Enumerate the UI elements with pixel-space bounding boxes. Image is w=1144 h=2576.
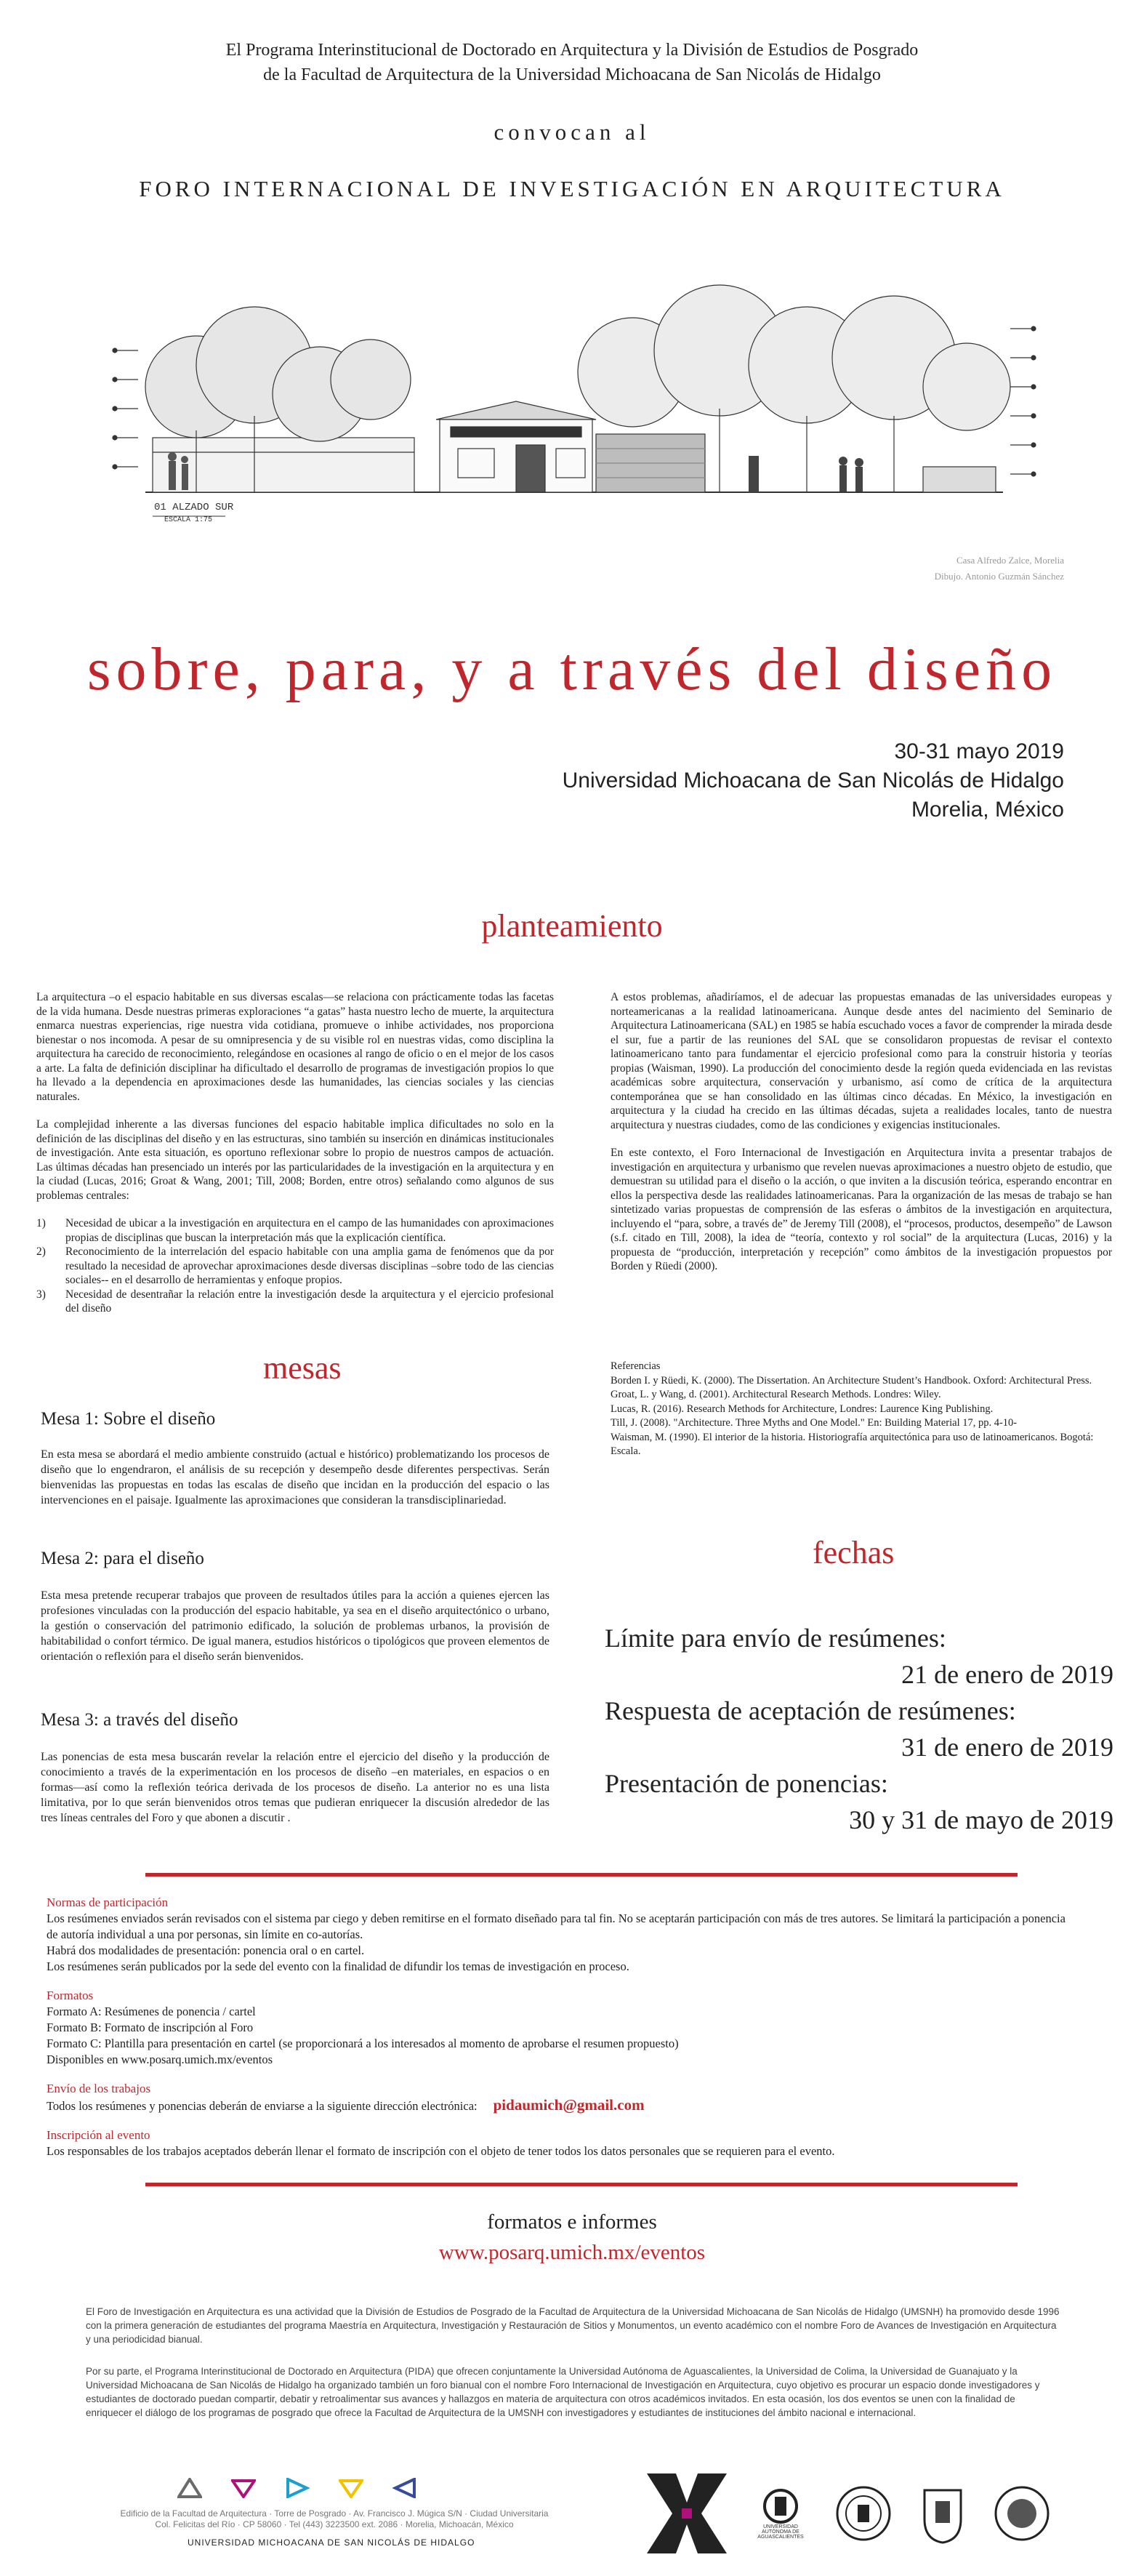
planteamiento-paragraph: En este contexto, el Foro Internacional de Investigación en Arquitectura invita a presentar trabajos de investigación en arquitectura y urbanismo que revelen nuevas aproximaciones a nuestro objeto de estudio, que demuestran su utilidad para el diseño o la acción, o que inviten a la discusión teórica, esperando encontrar en ellos la perspectiva desde las realidades latinoamericanas. Para la organización de las mesas de trabajo se han sintetizado varias propuestas de comprensión de las esferas o ámbitos de la investigación en arquitectura, incluyendo el “para, sobre, a través de” de Jeremy Till (2008), el “procesos, productos, desempeño” de Lawson (s.f. citado en Till, 2008), la idea de “teoría, contexto y rol social” de la arquitectura (Lucas, 2016) y la propuesta de “producción, interpretación y recepción” como ámbitos de la investigación propuestos por Borden y Rüedi (2000).: [611, 1147, 1112, 1272]
deadline-label: Presentación de ponencias:: [605, 1769, 888, 1798]
reference-item: Borden I. y Rüedi, K. (2000). The Dissertation. An Architecture Student’s Handbook. Oxford: Architectural Press.: [611, 1374, 1092, 1387]
level-markers-right: [1010, 326, 1036, 476]
architectural-elevation-drawing: [109, 270, 1039, 576]
contact-email-link[interactable]: pidaumich@gmail.com: [493, 2096, 645, 2114]
triangle-icon: [339, 2478, 363, 2498]
normas-line: Habrá dos modalidades de presentación: ponencia oral o en cartel.: [47, 1943, 365, 1957]
event-dates: 30-31 mayo 2019: [894, 739, 1064, 763]
triangle-shape: [395, 2479, 414, 2497]
guanajuato-seal: [917, 2483, 968, 2545]
problem-text: Necesidad de ubicar a la investigación en arquitectura en el campo de las humanidades con aproximaciones propias de disciplinas que buscan la interpretación más que la explicación científica.: [65, 1217, 554, 1244]
triangle-shape: [179, 2479, 201, 2497]
rules-section: [47, 1895, 1079, 2172]
university-name: UNIVERSIDAD MICHOACANA DE SAN NICOLÁS DE HIDALGO: [188, 2537, 475, 2548]
deadline-date: 31 de enero de 2019: [901, 1733, 1113, 1762]
mesa-2-title: Mesa 2: para el diseño: [41, 1549, 204, 1568]
formatos-availability: Disponibles en www.posarq.umich.mx/eventos: [47, 2053, 273, 2066]
event-city: Morelia, México: [911, 798, 1064, 822]
uaa-mark: [759, 2488, 802, 2524]
mesa-1-text: En esta mesa se abordará el medio ambiente construido (actual e histórico) problematizando los procesos de diseño que lo engendraron, el análisis de su recepción y desempeño desde diferentes perspectivas. Serán bienvenidas las propuestas en todas las escalas de diseño que incidan en la producción del espacio o las intervenciones en el paisaje. Igualmente las aproximaciones que consideran la transdisciplinariedad.: [41, 1448, 549, 1506]
problem-item: [36, 1216, 554, 1245]
deadline-label: Límite para envío de resúmenes:: [605, 1624, 946, 1653]
formato-c: Formato C: Plantilla para presentación en cartel (se proporcionará a los interesados al momento de aprobarse el resumen propuesto): [47, 2037, 679, 2050]
triangle-shape: [233, 2481, 254, 2497]
address-line-1: Edificio de la Facultad de Arquitectura · Torre de Posgrado · Av. Francisco J. Múgica S/N · Ciudad Universitaria: [120, 2508, 549, 2519]
envio-title: Envío de los trabajos: [47, 2082, 151, 2095]
level-markers-left: [113, 348, 138, 469]
formatos-block: [47, 1988, 1079, 2068]
formato-b: Formato B: Formato de inscripción al Foro: [47, 2021, 254, 2034]
reference-item: Lucas, R. (2016). Research Methods for Architecture, Londres: Laurence King Publishing.: [611, 1403, 994, 1415]
address-line-2: Col. Felicitas del Río · CP 58060 · Tel (443) 3223500 ext. 2086 · Morelia, Michoacán, México: [155, 2519, 514, 2529]
colima-seal: [834, 2484, 893, 2543]
drawing-label: 01 ALZADO SUR: [154, 502, 234, 513]
envio-line: [47, 2097, 1079, 2114]
referencias-title: Referencias: [611, 1360, 661, 1372]
deadline-date: 21 de enero de 2019: [901, 1660, 1113, 1689]
normas-line: Los resúmenes serán publicados por la sede del evento con la finalidad de difundir los temas de investigación en proceso.: [47, 1959, 629, 1973]
planteamiento-title: planteamiento: [481, 908, 663, 944]
triangle-shape: [288, 2479, 307, 2497]
website-link[interactable]: www.posarq.umich.mx/eventos: [438, 2241, 706, 2264]
drawing-credits: [935, 553, 1064, 585]
problem-number: 1): [36, 1217, 46, 1229]
informes-title: formatos e informes: [487, 2210, 657, 2234]
mesas-title: mesas: [263, 1350, 342, 1386]
reference-item: Groat, L. y Wang, d. (2001). Architectural Research Methods. Londres: Wiley.: [611, 1389, 941, 1400]
header: [0, 38, 1144, 87]
normas-block: [47, 1895, 1079, 1975]
divider: [145, 1873, 1018, 1877]
planteamiento-left-column: [36, 990, 554, 1316]
uaa-caption: UNIVERSIDAD AUTÓNOMA DE AGUASCALIENTES: [757, 2524, 804, 2540]
mesa-3-title: Mesa 3: a través del diseño: [41, 1710, 238, 1730]
fechas-title: fechas: [813, 1535, 895, 1570]
problem-text: Reconocimiento de la interrelación del espacio habitable con una amplia gama de fenómenos que da por resultado la necesidad de aprovechar aproximaciones desde diversas disciplinas –sobre todo de las ciencias sociales-- en el desarrollo de herramientas y enfoque propios.: [65, 1245, 554, 1286]
triangle-icon: [231, 2478, 256, 2498]
inscripcion-title: Inscripción al evento: [47, 2128, 150, 2142]
credit-house: Casa Alfredo Zalce, Morelia: [956, 555, 1064, 566]
header-line-2: de la Facultad de Arquitectura de la Universidad Michoacana de San Nicolás de Hidalgo: [263, 65, 881, 84]
convocan-text: convocan al: [494, 119, 650, 145]
fechas-list: [605, 1620, 1113, 1838]
umsnh-seal: [993, 2484, 1051, 2543]
pida-logo: [647, 2473, 727, 2553]
address: [73, 2508, 596, 2530]
problem-item: [36, 1245, 554, 1288]
about-paragraph: El Foro de Investigación en Arquitectura es una actividad que la División de Estudios de Posgrado de la Facultad de Arquitectura de la Universidad Michoacana de San Nicolás de Hidalgo (UMSNH) ha promovido desde 1996 con la primera generación de estudiantes del programa Maestría en Arquitectura, Investigación y Restauración de Sitios y Monumentos, un evento académico con el nombre Foro de Avances de Investigación en Arquitectura y una periodicidad bianual.: [86, 2306, 1060, 2345]
tagline: sobre, para, y a través del diseño: [86, 635, 1058, 703]
deadline-label: Respuesta de aceptación de resúmenes:: [605, 1696, 1016, 1725]
triangle-icon: [285, 2478, 310, 2498]
mesa-3-text: Las ponencias de esta mesa buscarán revelar la relación entre el ejercicio del diseño y la producción de conocimiento a través de la experimentación en los procesos de diseño –en materiales, en espacios o en formas—así como la reflexión teórica derivada de los procesos de diseño. La anterior no es una lista limitativa, por lo que serán bienvenidos otros temas que pudieran enriquecer la discusión alrededor de las tres líneas centrales del Foro y que abonen a discutir .: [41, 1751, 549, 1824]
triangle-icon: [392, 2478, 417, 2498]
divider: [145, 2183, 1018, 2186]
forum-title: FORO INTERNACIONAL DE INVESTIGACIÓN EN ARQUITECTURA: [139, 176, 1005, 201]
event-info: [563, 737, 1064, 824]
event-venue: Universidad Michoacana de San Nicolás de Hidalgo: [562, 769, 1064, 793]
deadline-date: 30 y 31 de mayo de 2019: [849, 1805, 1113, 1834]
program-icons: [177, 2478, 417, 2498]
inscripcion-block: [47, 2127, 1079, 2159]
problem-item: [36, 1288, 554, 1316]
formatos-title: Formatos: [47, 1989, 94, 2002]
planteamiento-right-column: [611, 990, 1112, 1288]
mesa-2-text: Esta mesa pretende recuperar trabajos que proveen de resultados útiles para la acción a quienes ejercen las profesiones vinculadas con la producción del espacio habitable, ya sea en el diseño arquitectónico o urbano, la gestión o conservación del patrimonio edificado, la solución de problemas urbanos, la provisión de habitabilidad o confort térmico. De igual manera, estudios históricos o tipológicos que proveen elementos de orientación o reflexión para el diseño serán bienvenidos.: [41, 1589, 549, 1663]
reference-item: Till, J. (2008). "Architecture. Three Myths and One Model." En: Building Material 17, pp. 4-10-: [611, 1417, 1018, 1429]
referencias: [611, 1360, 1112, 1459]
credit-drawing: Dibujo. Antonio Guzmán Sánchez: [934, 571, 1064, 582]
inscripcion-text: Los responsables de los trabajos aceptados deberán llenar el formato de inscripción con el objeto de tener todos los datos personales que se requieren para el evento.: [47, 2144, 835, 2158]
planteamiento-paragraph: La complejidad inherente a las diversas funciones del espacio habitable implica dificultades no solo en la definición de las disciplinas del diseño y en las estructuras, sino también su inserción en dinámicas institucionales de investigación. Ante esta situación, es oportuno reflexionar sobre lo propio de nuestros campos de actuación. Las últimas décadas han presenciado un interés por las particularidades de la investigación en la arquitectura y en la ciudad (Lucas, 2016; Groat & Wang, 2001; Till, 2008; Borden, entre otros) señalando como algunos de sus problemas centrales:: [36, 1118, 554, 1202]
problem-text: Necesidad de desentrañar la relación entre la investigación desde la arquitectura y el ejercicio profesional del diseño: [65, 1288, 554, 1315]
normas-title: Normas de participación: [47, 1895, 169, 1909]
header-line-1: El Programa Interinstitucional de Doctorado en Arquitectura y la División de Estudios de Posgrado: [225, 41, 919, 60]
problem-number: 2): [36, 1245, 46, 1258]
mesa-1-title: Mesa 1: Sobre el diseño: [41, 1409, 216, 1429]
institution-logos: [647, 2473, 1051, 2553]
triangle-shape: [340, 2481, 362, 2497]
problem-number: 3): [36, 1288, 46, 1301]
uaa-logo: [752, 2488, 810, 2540]
formato-a: Formato A: Resúmenes de ponencia / cartel: [47, 2005, 256, 2018]
drawing-scale: ESCALA 1:75: [164, 516, 213, 524]
reference-item: Waisman, M. (1990). El interior de la historia. Historiografía arquitectónica para uso de latinoamericanos. Bogotá: Escala.: [611, 1431, 1094, 1457]
envio-block: [47, 2081, 1079, 2114]
normas-line: Los resúmenes enviados serán revisados con el sistema par ciego y deben remitirse en el formato diseñado para tal fin. No se aceptarán participación con más de tres autores. Se limitará la participación a ponencia de autoría individual a una por personas, sin límite en co-autorías.: [47, 1911, 1066, 1941]
planteamiento-paragraph: A estos problemas, añadiríamos, el de adecuar las propuestas emanadas de las universidades europeas y norteamericanas a la realidad latinoamericana. Aunque desde antes del nacimiento del Seminario de Arquitectura Latinoamericana (SAL) en 1985 se había escuchado voces a favor de comprender la mirada desde el sur, fue a partir de las reuniones del SAL que se consolidaron propuestas de revisar el contexto latinoamericano tanto para fundamentar el ejercicio profesional como para la construir historia y teorías propias (Waisman, 1990). La producción del conocimiento desde la región queda evidenciada en las revistas académicas sobre arquitectura, conservación y urbanismo, así como de crítica de la arquitectura contemporánea que se han consolidado en las últimas cinco décadas. En México, la investigación en arquitectura y la ciudad ha crecido en las últimas décadas, sujeta a realidades locales, tanto de nuestra arquitectura y nuestras ciudades, como de las condiciones y exigencias institucionales.: [611, 991, 1112, 1131]
triangle-icon: [177, 2478, 202, 2498]
envio-text: Todos los resúmenes y ponencias deberán de enviarse a la siguiente dirección electrónica:: [47, 2099, 478, 2113]
about-paragraph: Por su parte, el Programa Interinstitucional de Doctorado en Arquitectura (PIDA) que ofrecen conjuntamente la Universidad Autónoma de Aguascalientes, la Universidad de Colima, la Universidad de Guanajuato y la Universidad Michoacana de San Nicolás de Hidalgo ha organizado también un foro bianual con el nombre Foro Internacional de Investigación en Arquitectura, cuyo objetivo es procurar un espacio donde investigadores y estudiantes de doctorado puedan compartir, debatir y retroalimentar sus avances y hallazgos en materia de arquitectura con otros académicos invitados. En esta ocasión, los dos eventos se unen con la finalidad de enriquecer el diálogo de los programas de posgrado que ofrece la Facultad de Arquitectura de la UMSNH con investigadores y estudiantes de instituciones del ámbito nacional e internacional.: [86, 2366, 1040, 2418]
planteamiento-paragraph: La arquitectura –o el espacio habitable en sus diversas escalas—se relaciona con prácticamente todas las facetas de la vida humana. Desde nuestras primeras exploraciones “a gatas” hasta nuestro lecho de muerte, la arquitectura enmarca nuestras experiencias, rige nuestra vida cotidiana, promueve o inhibe actividades, nos proporciona bienestar o nos incomoda. A pesar de su omnipresencia y de su visible rol en nuestras vidas, como disciplina la arquitectura ha carecido de reconocimiento, relegándose en ocasiones al rango de oficio o en el mejor de los casos a arte. La falta de definición disciplinar ha dificultado el desarrollo de programas de investigación propios lo que ha llevado a la dependencia en aproximaciones desde las humanidades, las ciencias sociales y las ciencias naturales.: [36, 991, 554, 1103]
